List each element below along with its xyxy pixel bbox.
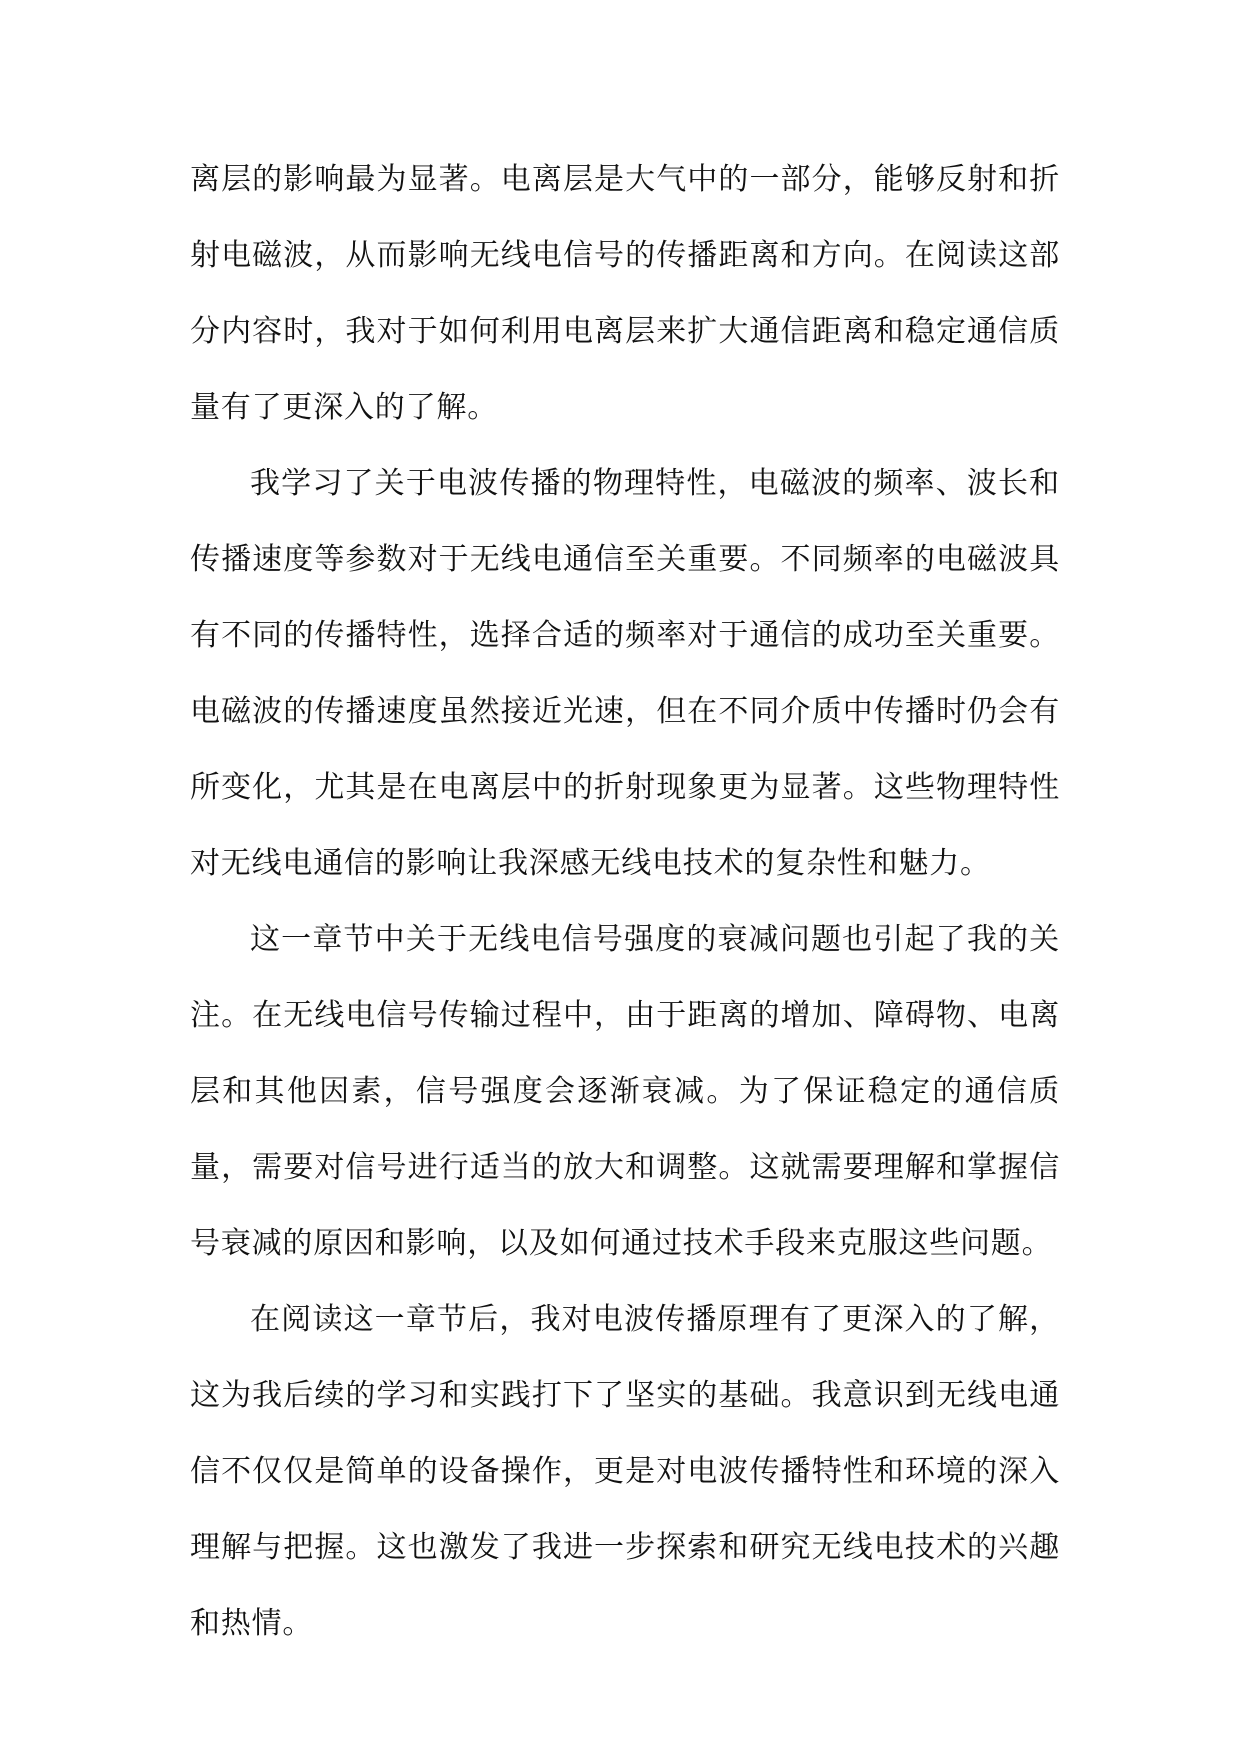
document-body (190, 142, 1060, 1662)
paragraph-signal-attenuation: 这一章节中关于无线电信号强度的衰减问题也引起了我的关注。在无线电信号传输过程中，由于距离的增加、障碍物、电离层和其他因素，信号强度会逐渐衰减。为了保证稳定的通信质量，需要对信号进行适当的放大和调整。这就需要理解和掌握信号衰减的原因和影响，以及如何通过技术手段来克服这些问题。 (190, 922, 1060, 1261)
paragraph-radio-wave-properties: 我学习了关于电波传播的物理特性，电磁波的频率、波长和传播速度等参数对于无线电通信至关重要。不同频率的电磁波具有不同的传播特性，选择合适的频率对于通信的成功至关重要。电磁波的传播速度虽然接近光速，但在不同介质中传播时仍会有所变化，尤其是在电离层中的折射现象更为显著。这些物理特性对无线电通信的影响让我深感无线电技术的复杂性和魅力。 (190, 466, 1060, 881)
paragraph-conclusion: 在阅读这一章节后，我对电波传播原理有了更深入的了解，这为我后续的学习和实践打下了坚实的基础。我意识到无线电通信不仅仅是简单的设备操作，更是对电波传播特性和环境的深入理解与把握。这也激发了我进一步探索和研究无线电技术的兴趣和热情。 (190, 1302, 1060, 1641)
paragraph-continuation: 离层的影响最为显著。电离层是大气中的一部分，能够反射和折射电磁波，从而影响无线电信号的传播距离和方向。在阅读这部分内容时，我对于如何利用电离层来扩大通信距离和稳定通信质量有了更深入的了解。 (190, 162, 1060, 425)
